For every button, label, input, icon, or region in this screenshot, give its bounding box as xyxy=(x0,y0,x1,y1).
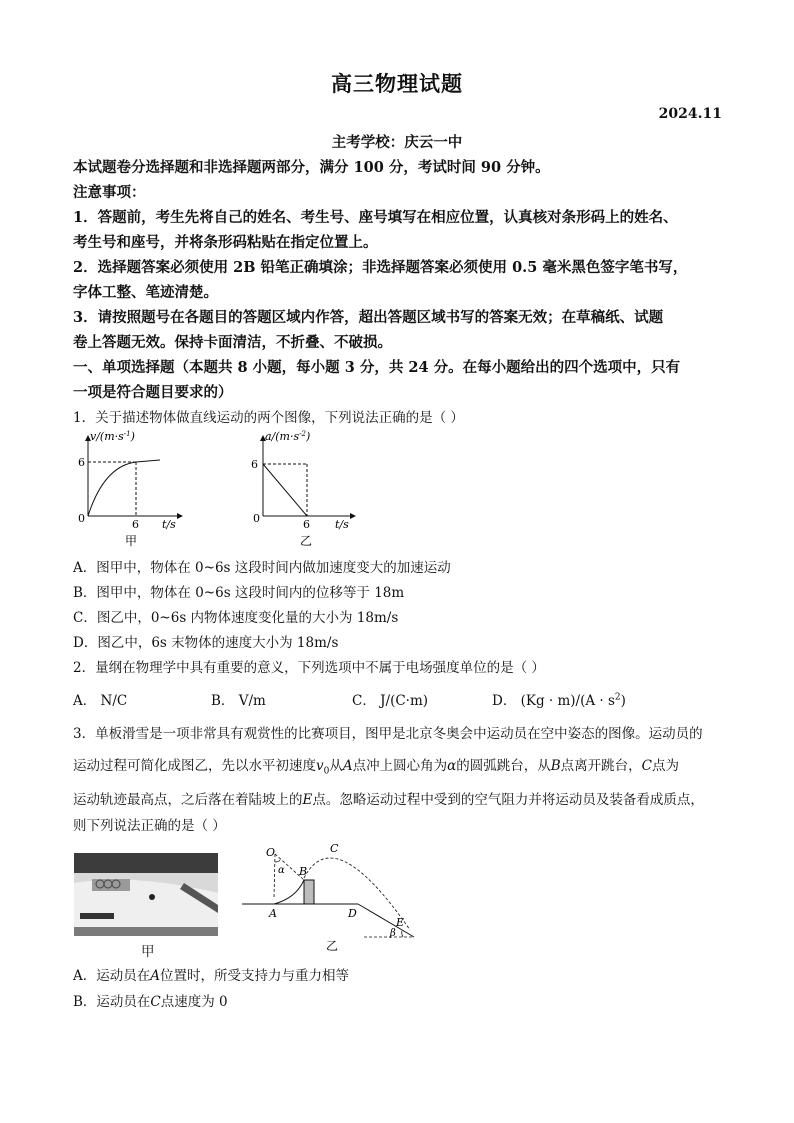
y-tick-label: 6 xyxy=(78,456,85,469)
note-line: 考生号和座号，并将条形码粘贴在指定位置上。 xyxy=(73,234,378,251)
beta-arc xyxy=(402,931,403,937)
velocity-curve xyxy=(88,460,160,516)
q1-option-c: C．图乙中，0~6s 内物体速度变化量的大小为 18m/s xyxy=(73,610,399,626)
radius-line xyxy=(274,854,275,898)
jump-platform xyxy=(304,880,314,904)
note-line: 1．答题前，考生先将自己的姓名、考生号、座号填写在相应位置，认真核对条形码上的姓名、 xyxy=(73,209,678,226)
label-d: D xyxy=(348,907,357,920)
q3-line: 运动轨迹最高点，之后落在着陆坡上的E点。忽略运动过程中受到的空气阻力并将运动员及装备看成质点， xyxy=(73,792,704,808)
figure-caption: 乙 xyxy=(326,939,339,953)
y-tick-label: 6 xyxy=(251,458,258,471)
ski-jump-diagram xyxy=(238,838,423,956)
graph-caption: 乙 xyxy=(300,534,313,548)
q2-option-d: D． $(Kg \cdot m)/(A \cdot s^2)$ xyxy=(492,692,626,709)
exam-date: 2024.11 xyxy=(658,106,722,122)
q2-option-a: A． N/C xyxy=(73,693,128,709)
q1-option-b: B．图甲中，物体在 0~6s 这段时间内的位移等于 18m xyxy=(73,585,405,601)
x-axis-label: t/s xyxy=(162,518,176,531)
x-axis-label: t/s xyxy=(335,518,349,531)
label-alpha: α xyxy=(278,865,285,876)
note-line: 字体工整、笔迹清楚。 xyxy=(73,284,218,301)
y-axis-label: $a/(m\cdot s^{-2})$ xyxy=(265,430,311,443)
q2-option-c: C． J/(C·m) xyxy=(352,693,429,709)
page-title: 高三物理试题 xyxy=(331,71,463,96)
notes-heading: 注意事项： xyxy=(73,184,146,201)
q3-line: 运动过程可简化成图乙，先以水平初速度$v_0$从A点冲上圆心角为α的圆弧跳台，从B点离开跳台，C点为 xyxy=(73,758,680,777)
q1-option-a: A．图甲中，物体在 0~6s 这段时间内做加速度变大的加速运动 xyxy=(73,560,451,576)
acceleration-line xyxy=(263,464,307,516)
figure-caption: 甲 xyxy=(141,944,155,960)
label-a: A xyxy=(269,907,277,920)
graph-velocity-time xyxy=(74,428,194,550)
trajectory xyxy=(304,858,410,930)
q3-option-b: B．运动员在C点速度为 0 xyxy=(73,994,228,1010)
label-b: B xyxy=(299,865,308,878)
label-c: C xyxy=(330,842,339,855)
host-school: 主考学校：庆云一中 xyxy=(331,134,463,151)
intro-text: 本试题卷分选择题和非选择题两部分，满分 100 分，考试时间 90 分钟。 xyxy=(73,159,550,176)
snowboard-photo xyxy=(74,853,218,936)
q3-option-a: A．运动员在A位置时，所受支持力与重力相等 xyxy=(73,968,349,984)
note-line: 2．选择题答案必须使用 2B 铅笔正确填涂；非选择题答案必须使用 0.5 毫米黑色签字笔书写， xyxy=(73,259,688,276)
label-e: E xyxy=(396,916,405,929)
note-line: 卷上答题无效。保持卡面清洁，不折叠、不破损。 xyxy=(73,334,392,351)
section-heading: 一项是符合题目要求的） xyxy=(73,384,233,401)
section-heading: 一、单项选择题（本题共 8 小题，每小题 3 分，共 24 分。在每小题给出的四个选项中，只有 xyxy=(73,359,681,376)
landing-slope xyxy=(358,904,414,937)
graph-caption: 甲 xyxy=(125,534,138,548)
q3-line: 则下列说法正确的是（ ） xyxy=(73,818,226,834)
q3-line: 3．单板滑雪是一项非常具有观赏性的比赛项目，图甲是北京冬奥会中运动员在空中姿态的图像。运动员的 xyxy=(73,726,703,742)
origin-label: 0 xyxy=(78,512,85,525)
q2-option-b: B． V/m xyxy=(211,693,266,709)
y-axis-label: $v/(m\cdot s^{-1})$ xyxy=(90,430,135,443)
question-1-stem: 1．关于描述物体做直线运动的两个图像，下列说法正确的是（ ） xyxy=(73,410,464,426)
note-line: 3．请按照题号在各题目的答题区域内作答，超出答题区域书写的答案无效；在草稿纸、试题 xyxy=(73,309,664,326)
jump-arc xyxy=(274,880,304,904)
q1-option-d: D．图乙中，6s 末物体的速度大小为 18m/s xyxy=(73,635,339,651)
origin-label: 0 xyxy=(253,512,260,525)
label-beta: β xyxy=(390,928,396,939)
label-o: O xyxy=(266,846,276,859)
angle-arc xyxy=(275,860,280,862)
x-tick-label: 6 xyxy=(303,518,310,531)
graph-acceleration-time xyxy=(245,428,365,550)
question-2-stem: 2．量纲在物理学中具有重要的意义，下列选项中不属于电场强度单位的是（ ） xyxy=(73,660,545,676)
x-tick-label: 6 xyxy=(132,518,139,531)
